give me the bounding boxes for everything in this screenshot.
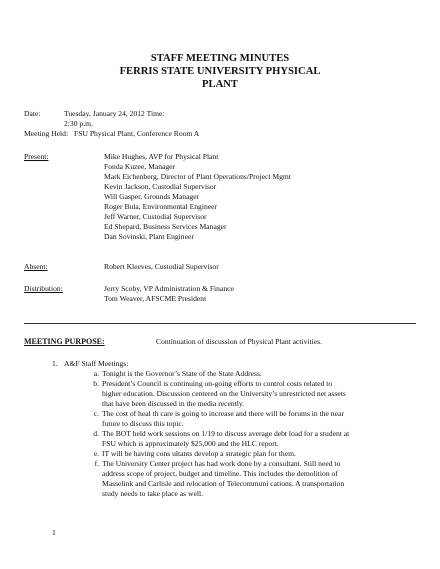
page-number: 1 xyxy=(52,528,56,537)
agenda-item-number: 1. xyxy=(52,359,58,368)
distribution-person: Tom Weaver, AFSCME President xyxy=(104,294,207,303)
meeting-purpose-label: MEETING PURPOSE: xyxy=(24,337,105,346)
date-label: Date: xyxy=(24,109,41,118)
present-person: Fonda Kuzee, Manager xyxy=(104,162,176,171)
section-divider xyxy=(24,323,416,324)
date-value: Tuesday, January 24, 2012 Time: xyxy=(64,109,165,118)
meeting-held-value: FSU Physical Plant, Conference Room A xyxy=(74,129,200,138)
present-person: Mike Hughes, AVP for Physical Plant xyxy=(104,152,219,161)
present-person: Kevin Jackson, Custodial Supervisor xyxy=(104,182,217,191)
document-title-line1: STAFF MEETING MINUTES xyxy=(150,53,290,64)
subitem-text: The University Center project has had work done by a consultant. Still need to xyxy=(102,459,341,468)
subitem-marker: e. xyxy=(93,449,99,458)
subitem-text: President’s Council is continuing on-going efforts to control costs related to xyxy=(102,379,333,388)
subitem-text: address scope of project, budget and timeline. This includes the demolition of xyxy=(102,469,338,478)
subitem-text: The cost of heal th care is going to increase and there will be forums in the near xyxy=(102,409,344,418)
present-person: Roger Bula, Environmental Engineer xyxy=(104,202,218,211)
document-title-line2: FERRIS STATE UNIVERSITY PHYSICAL xyxy=(119,66,321,77)
subitem-marker: d. xyxy=(93,429,99,438)
subitem-text: that have been discussed in the media recently. xyxy=(102,399,245,408)
subitem-text: future to discuss this topic. xyxy=(102,419,184,428)
meeting-held-label: Meeting Held: xyxy=(24,129,69,138)
present-label: Present: xyxy=(24,152,49,161)
subitem-text: Masselink and Carlisle and relocation of Telecommuni cations. A transportation xyxy=(102,479,345,488)
agenda-item-title: A&F Staff Meetings: xyxy=(64,359,129,368)
subitem-marker: c. xyxy=(93,409,99,418)
distribution-label: Distribution: xyxy=(24,284,63,293)
subitem-text: higher education. Discussion centered on the University’s unrestricted net assets xyxy=(102,389,346,398)
subitem-marker: a. xyxy=(93,369,99,378)
distribution-person: Jerry Scoby, VP Administration & Finance xyxy=(104,284,234,293)
subitem-text: Tonight is the Governor’s State of the State Address. xyxy=(102,369,262,378)
present-person: Dan Sovinski, Plant Engineer xyxy=(104,232,194,241)
present-person: Mark Eichenberg, Director of Plant Operations/Project Mgmt xyxy=(104,172,291,181)
subitem-text: FSU which is approximately $25,000 and the HLC report. xyxy=(102,439,279,448)
subitem-marker: f. xyxy=(94,459,99,468)
present-person: Jeff Warner, Custodial Supervisor xyxy=(104,212,207,221)
subitem-marker: b. xyxy=(93,379,99,388)
time-value: 2:30 p.m. xyxy=(64,119,93,128)
subitem-text: study needs to take place as well. xyxy=(102,489,204,498)
present-person: Ed Shepard, Business Services Manager xyxy=(104,222,227,231)
present-person: Will Gasper, Grounds Manager xyxy=(104,192,200,201)
document-title-line3: PLANT xyxy=(202,79,238,90)
subitem-text: IT will be having cons ultants develop a strategic plan for them. xyxy=(102,449,296,458)
absent-label: Absent: xyxy=(24,262,48,271)
absent-person: Robert Kleeves, Custodial Supervisor xyxy=(104,262,219,271)
subitem-text: The BOT held work sessions on 1/19 to discuss average debt load for a student at xyxy=(102,429,350,438)
meeting-purpose-text: Continuation of discussion of Physical Plant activities. xyxy=(156,337,322,346)
